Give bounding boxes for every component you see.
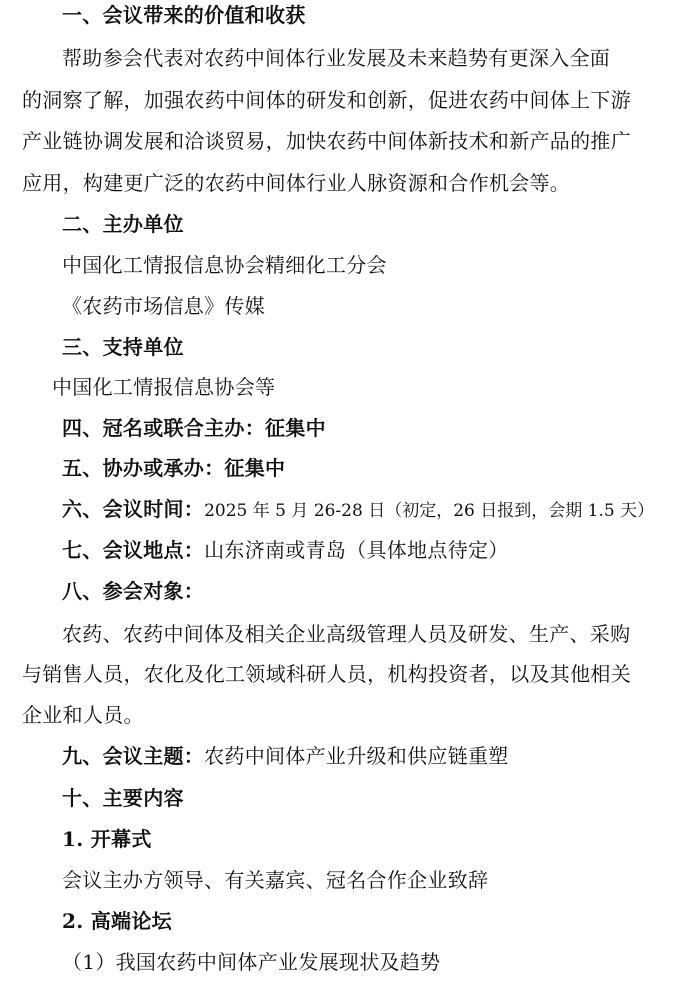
meeting-time-line: [62, 496, 654, 524]
meeting-theme-label: 九、会议主题：: [62, 744, 205, 768]
meeting-time-value: 2025 年 5 月 26-28 日（初定，26 日报到，会期 1.5 天）: [204, 501, 655, 521]
section-heading-main-content: 十、主要内容: [62, 786, 184, 810]
supporter-item-1: 中国化工情报信息协会等: [52, 375, 276, 399]
forum-item-1: （1）我国农药中间体产业发展现状及趋势: [62, 950, 441, 974]
organizer-item-2: 《农药市场信息》传媒: [62, 294, 265, 318]
section-heading-co-organizer: 五、协办或承办：征集中: [62, 456, 286, 480]
opening-description: 会议主办方领导、有关嘉宾、冠名合作企业致辞: [62, 868, 489, 892]
meeting-theme-line: [62, 743, 509, 769]
attendees-paragraph-line-1: 农药、农药中间体及相关企业高级管理人员及研发、生产、采购: [62, 622, 631, 646]
section-heading-organizer: 二、主办单位: [62, 212, 184, 236]
value-paragraph-line-1: 帮助参会代表对农药中间体行业发展及未来趋势有更深入全面: [62, 46, 611, 70]
meeting-location-label: 七、会议地点：: [62, 538, 205, 562]
section-heading-supporter: 三、支持单位: [62, 335, 184, 359]
section-heading-title-sponsor: 四、冠名或联合主办：征集中: [62, 416, 326, 440]
subsection-heading-forum: 2. 高端论坛: [62, 909, 172, 933]
value-paragraph-line-4: 应用，构建更广泛的农药中间体行业人脉资源和合作机会等。: [22, 171, 571, 195]
meeting-theme-value: 农药中间体产业升级和供应链重塑: [204, 744, 509, 768]
meeting-location-value: 山东济南或青岛（具体地点待定）: [204, 538, 509, 562]
meeting-time-label: 六、会议时间：: [62, 497, 205, 521]
organizer-item-1: 中国化工情报信息协会精细化工分会: [62, 253, 387, 277]
section-heading-attendees: 八、参会对象：: [62, 579, 205, 603]
value-paragraph-line-3: 产业链协调发展和洽谈贸易，加快农药中间体新技术和新产品的推广: [22, 129, 631, 153]
attendees-paragraph-line-3: 企业和人员。: [22, 703, 144, 727]
attendees-paragraph-line-2: 与销售人员，农化及化工领域科研人员，机构投资者，以及其他相关: [22, 662, 631, 686]
section-heading-value: 一、会议带来的价值和收获: [62, 3, 306, 27]
meeting-location-line: [62, 537, 509, 563]
value-paragraph-line-2: 的洞察了解，加强农药中间体的研发和创新，促进农药中间体上下游: [22, 88, 631, 112]
subsection-heading-opening: 1. 开幕式: [62, 827, 152, 851]
